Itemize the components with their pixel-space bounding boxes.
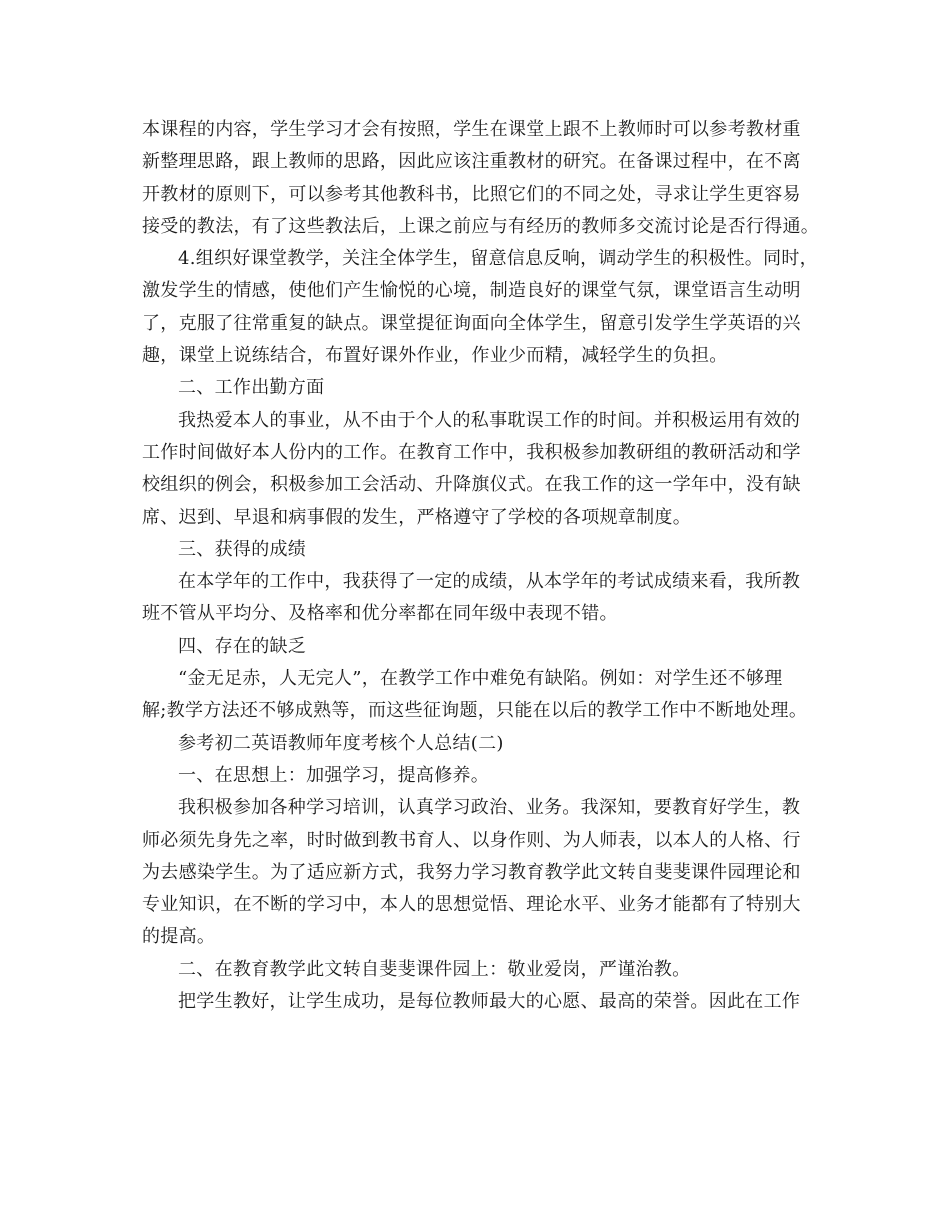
text-line: 4.组织好课堂教学，关注全体学生，留意信息反响，调动学生的积极性。同时， xyxy=(178,248,818,270)
text-line: 新整理思路，跟上教师的思路，因此应该注重教材的研究。在备课过程中，在不离 xyxy=(142,151,801,173)
text-line: 接受的教法，有了这些教法后，上课之前应与有经历的教师多交流讨论是否行得通。 xyxy=(142,215,820,237)
text-line: 本课程的内容，学生学习才会有按照，学生在课堂上跟不上教师时可以参考教材重 xyxy=(142,119,801,140)
text-line: 我积极参加各种学习培训，认真学习政治、业务。我深知，要教育好学生，教 xyxy=(178,797,801,819)
text-line: 二、在教育教学此文转自斐斐课件园上：敬业爱岗，严谨治教。 xyxy=(178,958,691,980)
text-line: 为去感染学生。为了适应新方式，我努力学习教育教学此文转自斐斐课件园理论和 xyxy=(142,861,801,883)
text-line: 把学生教好，让学生成功，是每位教师最大的心愿、最高的荣誉。因此在工作 xyxy=(178,991,801,1013)
text-line: 趣，课堂上说练结合，布置好课外作业，作业少而精，减轻学生的负担。 xyxy=(142,345,728,367)
text-line: 四、存在的缺乏 xyxy=(178,635,307,657)
text-line: 我热爱本人的事业，从不由于个人的私事耽误工作的时间。并积极运用有效的 xyxy=(178,409,801,431)
text-line: 工作时间做好本人份内的工作。在教育工作中，我积极参加教研组的教研活动和学 xyxy=(142,441,801,463)
text-line: 三、获得的成绩 xyxy=(178,538,307,560)
text-line: 专业知识，在不断的学习中，本人的思想觉悟、理论水平、业务才能都有了特别大 xyxy=(142,894,801,916)
document-body xyxy=(142,114,822,1018)
text-line: 二、工作出勤方面 xyxy=(178,377,325,399)
text-line: 在本学年的工作中，我获得了一定的成绩，从本学年的考试成绩来看，我所教 xyxy=(178,571,801,593)
text-line: 解;教学方法还不够成熟等，而这些征询题，只能在以后的教学工作中不断地处理。 xyxy=(142,700,808,722)
text-line: 一、在思想上：加强学习，提高修养。 xyxy=(178,764,490,786)
text-line: 了，克服了往常重复的缺点。课堂提征询面向全体学生，留意引发学生学英语的兴 xyxy=(142,312,801,334)
text-line: 校组织的例会，积极参加工会活动、升降旗仪式。在我工作的这一学年中，没有缺 xyxy=(142,474,801,496)
text-line: 开教材的原则下，可以参考其他教科书，比照它们的不同之处，寻求让学生更容易 xyxy=(142,183,801,205)
text-line: 激发学生的情感，使他们产生愉悦的心境，制造良好的课堂气氛，课堂语言生动明 xyxy=(142,280,801,302)
text-line: “金无足赤，人无完人”，在教学工作中难免有缺陷。例如：对学生还不够理 xyxy=(178,668,783,690)
text-line: 师必须先身先之率，时时做到教书育人、以身作则、为人师表，以本人的人格、行 xyxy=(142,829,801,851)
text-line: 的提高。 xyxy=(142,926,216,948)
text-line: 席、迟到、早退和病事假的发生，严格遵守了学校的各项规章制度。 xyxy=(142,506,691,528)
text-line: 参考初二英语教师年度考核个人总结(二) xyxy=(178,732,504,754)
text-line: 班不管从平均分、及格率和优分率都在同年级中表现不错。 xyxy=(142,603,618,625)
